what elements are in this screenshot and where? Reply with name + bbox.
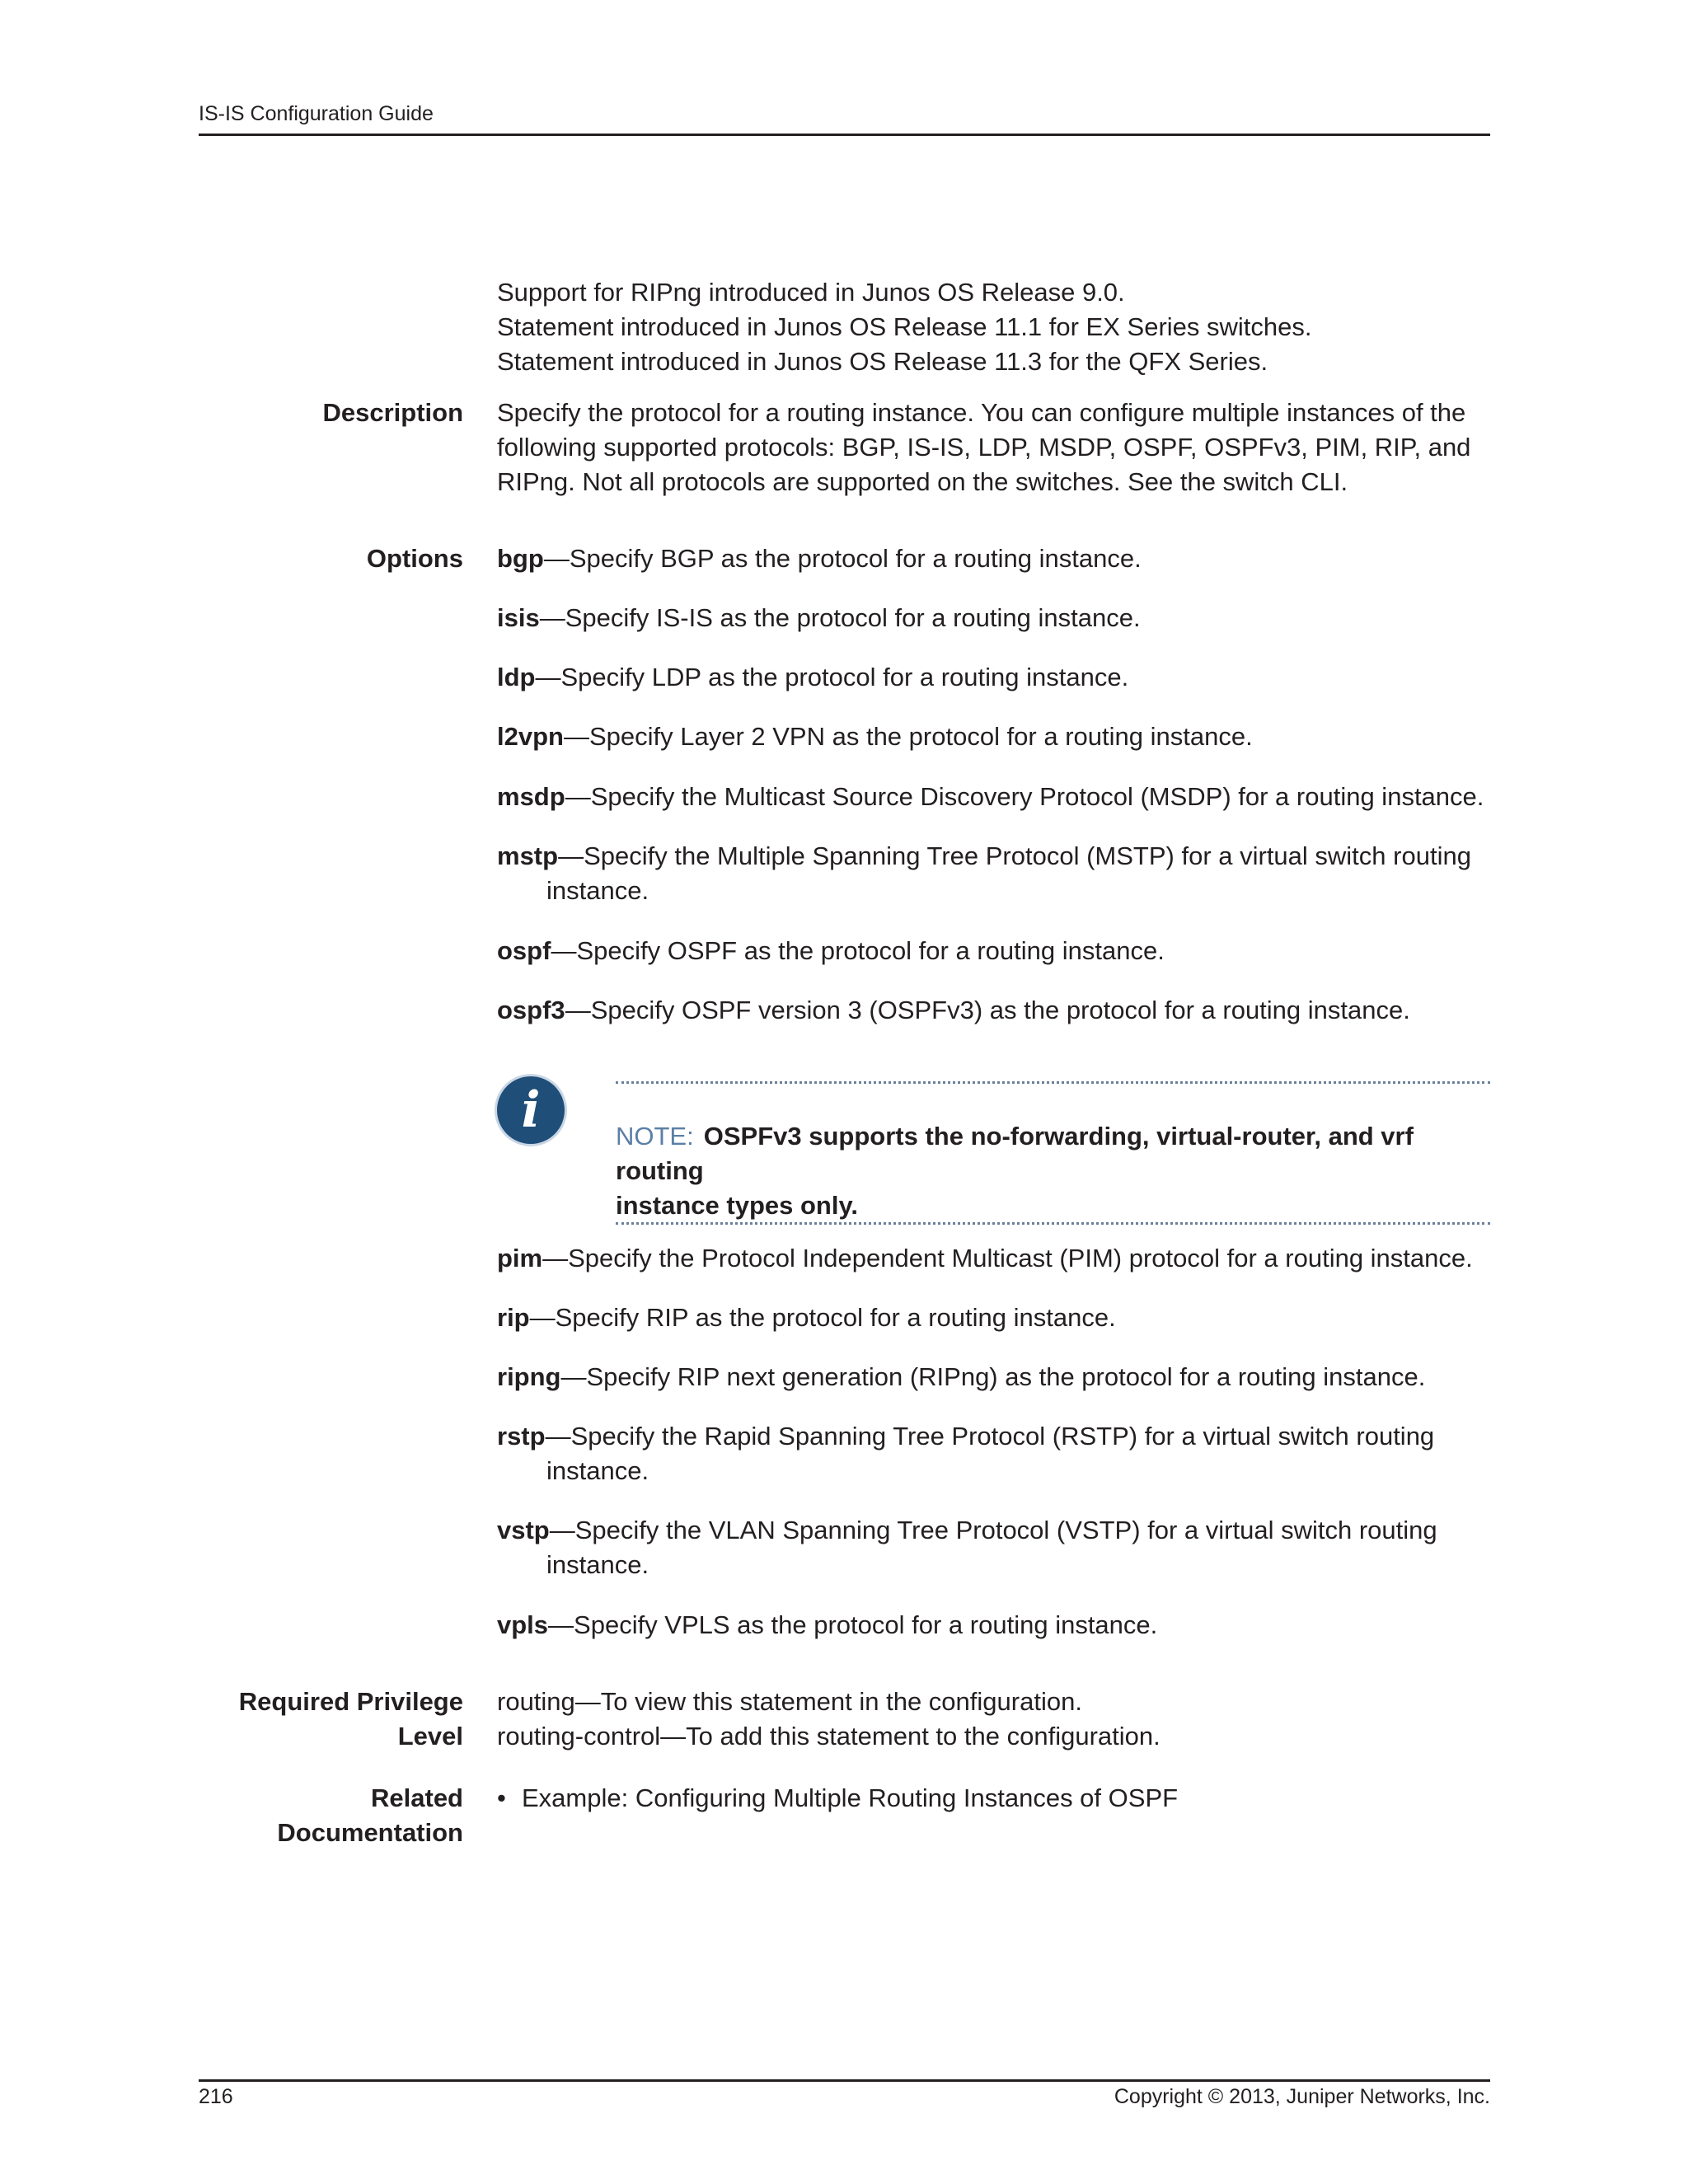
related-label bbox=[277, 1781, 463, 1850]
option-continuation: instance. bbox=[546, 1456, 649, 1485]
option-text: —Specify BGP as the protocol for a routing instance. bbox=[543, 544, 1142, 573]
footer-rule bbox=[199, 2079, 1490, 2082]
option-text: —Specify RIP as the protocol for a routing instance. bbox=[529, 1303, 1116, 1332]
option-term: mstp bbox=[497, 841, 559, 870]
option-item bbox=[497, 1513, 1491, 1582]
privilege-text bbox=[497, 1685, 1491, 1754]
description-line: Specify the protocol for a routing instance. You can configure multiple instances of the bbox=[497, 398, 1466, 427]
privilege-label-line: Level bbox=[397, 1722, 463, 1750]
option-item bbox=[497, 1301, 1491, 1335]
header-rule bbox=[199, 134, 1490, 136]
option-term: rip bbox=[497, 1303, 530, 1332]
option-text: —Specify the Protocol Independent Multicast (PIM) protocol for a routing instance. bbox=[542, 1244, 1473, 1272]
privilege-line: routing-control—To add this statement to the configuration. bbox=[497, 1722, 1160, 1750]
option-term: vstp bbox=[497, 1516, 550, 1544]
option-continuation: instance. bbox=[546, 876, 649, 905]
related-label-line: Related bbox=[371, 1783, 463, 1812]
option-text: —Specify VPLS as the protocol for a routing instance. bbox=[548, 1610, 1158, 1639]
info-icon: i bbox=[497, 1076, 565, 1144]
option-text: —Specify the VLAN Spanning Tree Protocol (VSTP) for a virtual switch routing bbox=[549, 1516, 1437, 1544]
option-item bbox=[497, 993, 1491, 1028]
related-link[interactable]: Example: Configuring Multiple Routing Instances of OSPF bbox=[522, 1783, 1179, 1812]
history-line: Statement introduced in Junos OS Release 11.3 for the QFX Series. bbox=[497, 347, 1268, 376]
option-item bbox=[497, 719, 1491, 754]
privilege-label-line: Required Privilege bbox=[238, 1687, 463, 1716]
option-text: —Specify Layer 2 VPN as the protocol for a routing instance. bbox=[563, 722, 1253, 751]
option-term: msdp bbox=[497, 782, 565, 811]
option-term: pim bbox=[497, 1244, 543, 1272]
option-text: —Specify OSPF as the protocol for a routing instance. bbox=[551, 936, 1165, 965]
option-item bbox=[497, 1241, 1491, 1276]
related-label-line: Documentation bbox=[277, 1818, 463, 1847]
option-term: ripng bbox=[497, 1362, 561, 1391]
option-item bbox=[497, 839, 1491, 908]
description-line: RIPng. Not all protocols are supported on the switches. See the switch CLI. bbox=[497, 467, 1348, 496]
history-line: Support for RIPng introduced in Junos OS Release 9.0. bbox=[497, 278, 1125, 307]
privilege-line: routing—To view this statement in the configuration. bbox=[497, 1687, 1082, 1716]
option-item bbox=[497, 1419, 1491, 1488]
privilege-label bbox=[239, 1685, 463, 1754]
copyright: Copyright © 2013, Juniper Networks, Inc. bbox=[1114, 2085, 1490, 2108]
option-item bbox=[497, 1608, 1491, 1643]
page-number: 216 bbox=[199, 2085, 233, 2108]
note-top-divider bbox=[616, 1081, 1490, 1084]
note-label: NOTE: bbox=[616, 1122, 694, 1151]
header-title: IS-IS Configuration Guide bbox=[199, 102, 434, 125]
option-item bbox=[497, 780, 1491, 814]
option-term: isis bbox=[497, 603, 540, 632]
option-term: ospf bbox=[497, 936, 551, 965]
option-term: vpls bbox=[497, 1610, 549, 1639]
option-text: —Specify the Multicast Source Discovery Protocol (MSDP) for a routing instance. bbox=[565, 782, 1484, 811]
option-item bbox=[497, 601, 1491, 635]
option-term: bgp bbox=[497, 544, 544, 573]
option-text: —Specify LDP as the protocol for a routing instance. bbox=[535, 663, 1129, 691]
note-bottom-divider bbox=[616, 1222, 1490, 1225]
option-term: ospf3 bbox=[497, 996, 565, 1024]
option-text: —Specify the Multiple Spanning Tree Protocol (MSTP) for a virtual switch routing bbox=[558, 841, 1471, 870]
option-continuation: instance. bbox=[546, 1550, 649, 1579]
option-term: rstp bbox=[497, 1422, 546, 1451]
option-item bbox=[497, 660, 1491, 695]
note-line: instance types only. bbox=[616, 1191, 859, 1220]
history-line: Statement introduced in Junos OS Release 11.1 for EX Series switches. bbox=[497, 312, 1312, 341]
bullet-icon: • bbox=[497, 1783, 506, 1812]
related-list-item[interactable] bbox=[497, 1781, 1178, 1816]
option-term: ldp bbox=[497, 663, 536, 691]
option-item bbox=[497, 934, 1491, 968]
history-block bbox=[497, 275, 1491, 379]
note-line: OSPFv3 supports the no-forwarding, virtual-router, and vrf routing bbox=[616, 1122, 1414, 1185]
option-text: —Specify the Rapid Spanning Tree Protocol (RSTP) for a virtual switch routing bbox=[545, 1422, 1435, 1451]
note-text bbox=[616, 1119, 1490, 1223]
option-term: l2vpn bbox=[497, 722, 564, 751]
option-text: —Specify OSPF version 3 (OSPFv3) as the protocol for a routing instance. bbox=[565, 996, 1410, 1024]
option-text: —Specify IS-IS as the protocol for a routing instance. bbox=[539, 603, 1141, 632]
option-item bbox=[497, 1360, 1491, 1394]
option-text: —Specify RIP next generation (RIPng) as the protocol for a routing instance. bbox=[560, 1362, 1426, 1391]
description-label: Description bbox=[322, 398, 463, 427]
description-line: following supported protocols: BGP, IS-IS, LDP, MSDP, OSPF, OSPFv3, PIM, RIP, and bbox=[497, 433, 1471, 462]
option-item bbox=[497, 541, 1491, 576]
options-label: Options bbox=[366, 544, 463, 573]
description-text bbox=[497, 396, 1491, 499]
